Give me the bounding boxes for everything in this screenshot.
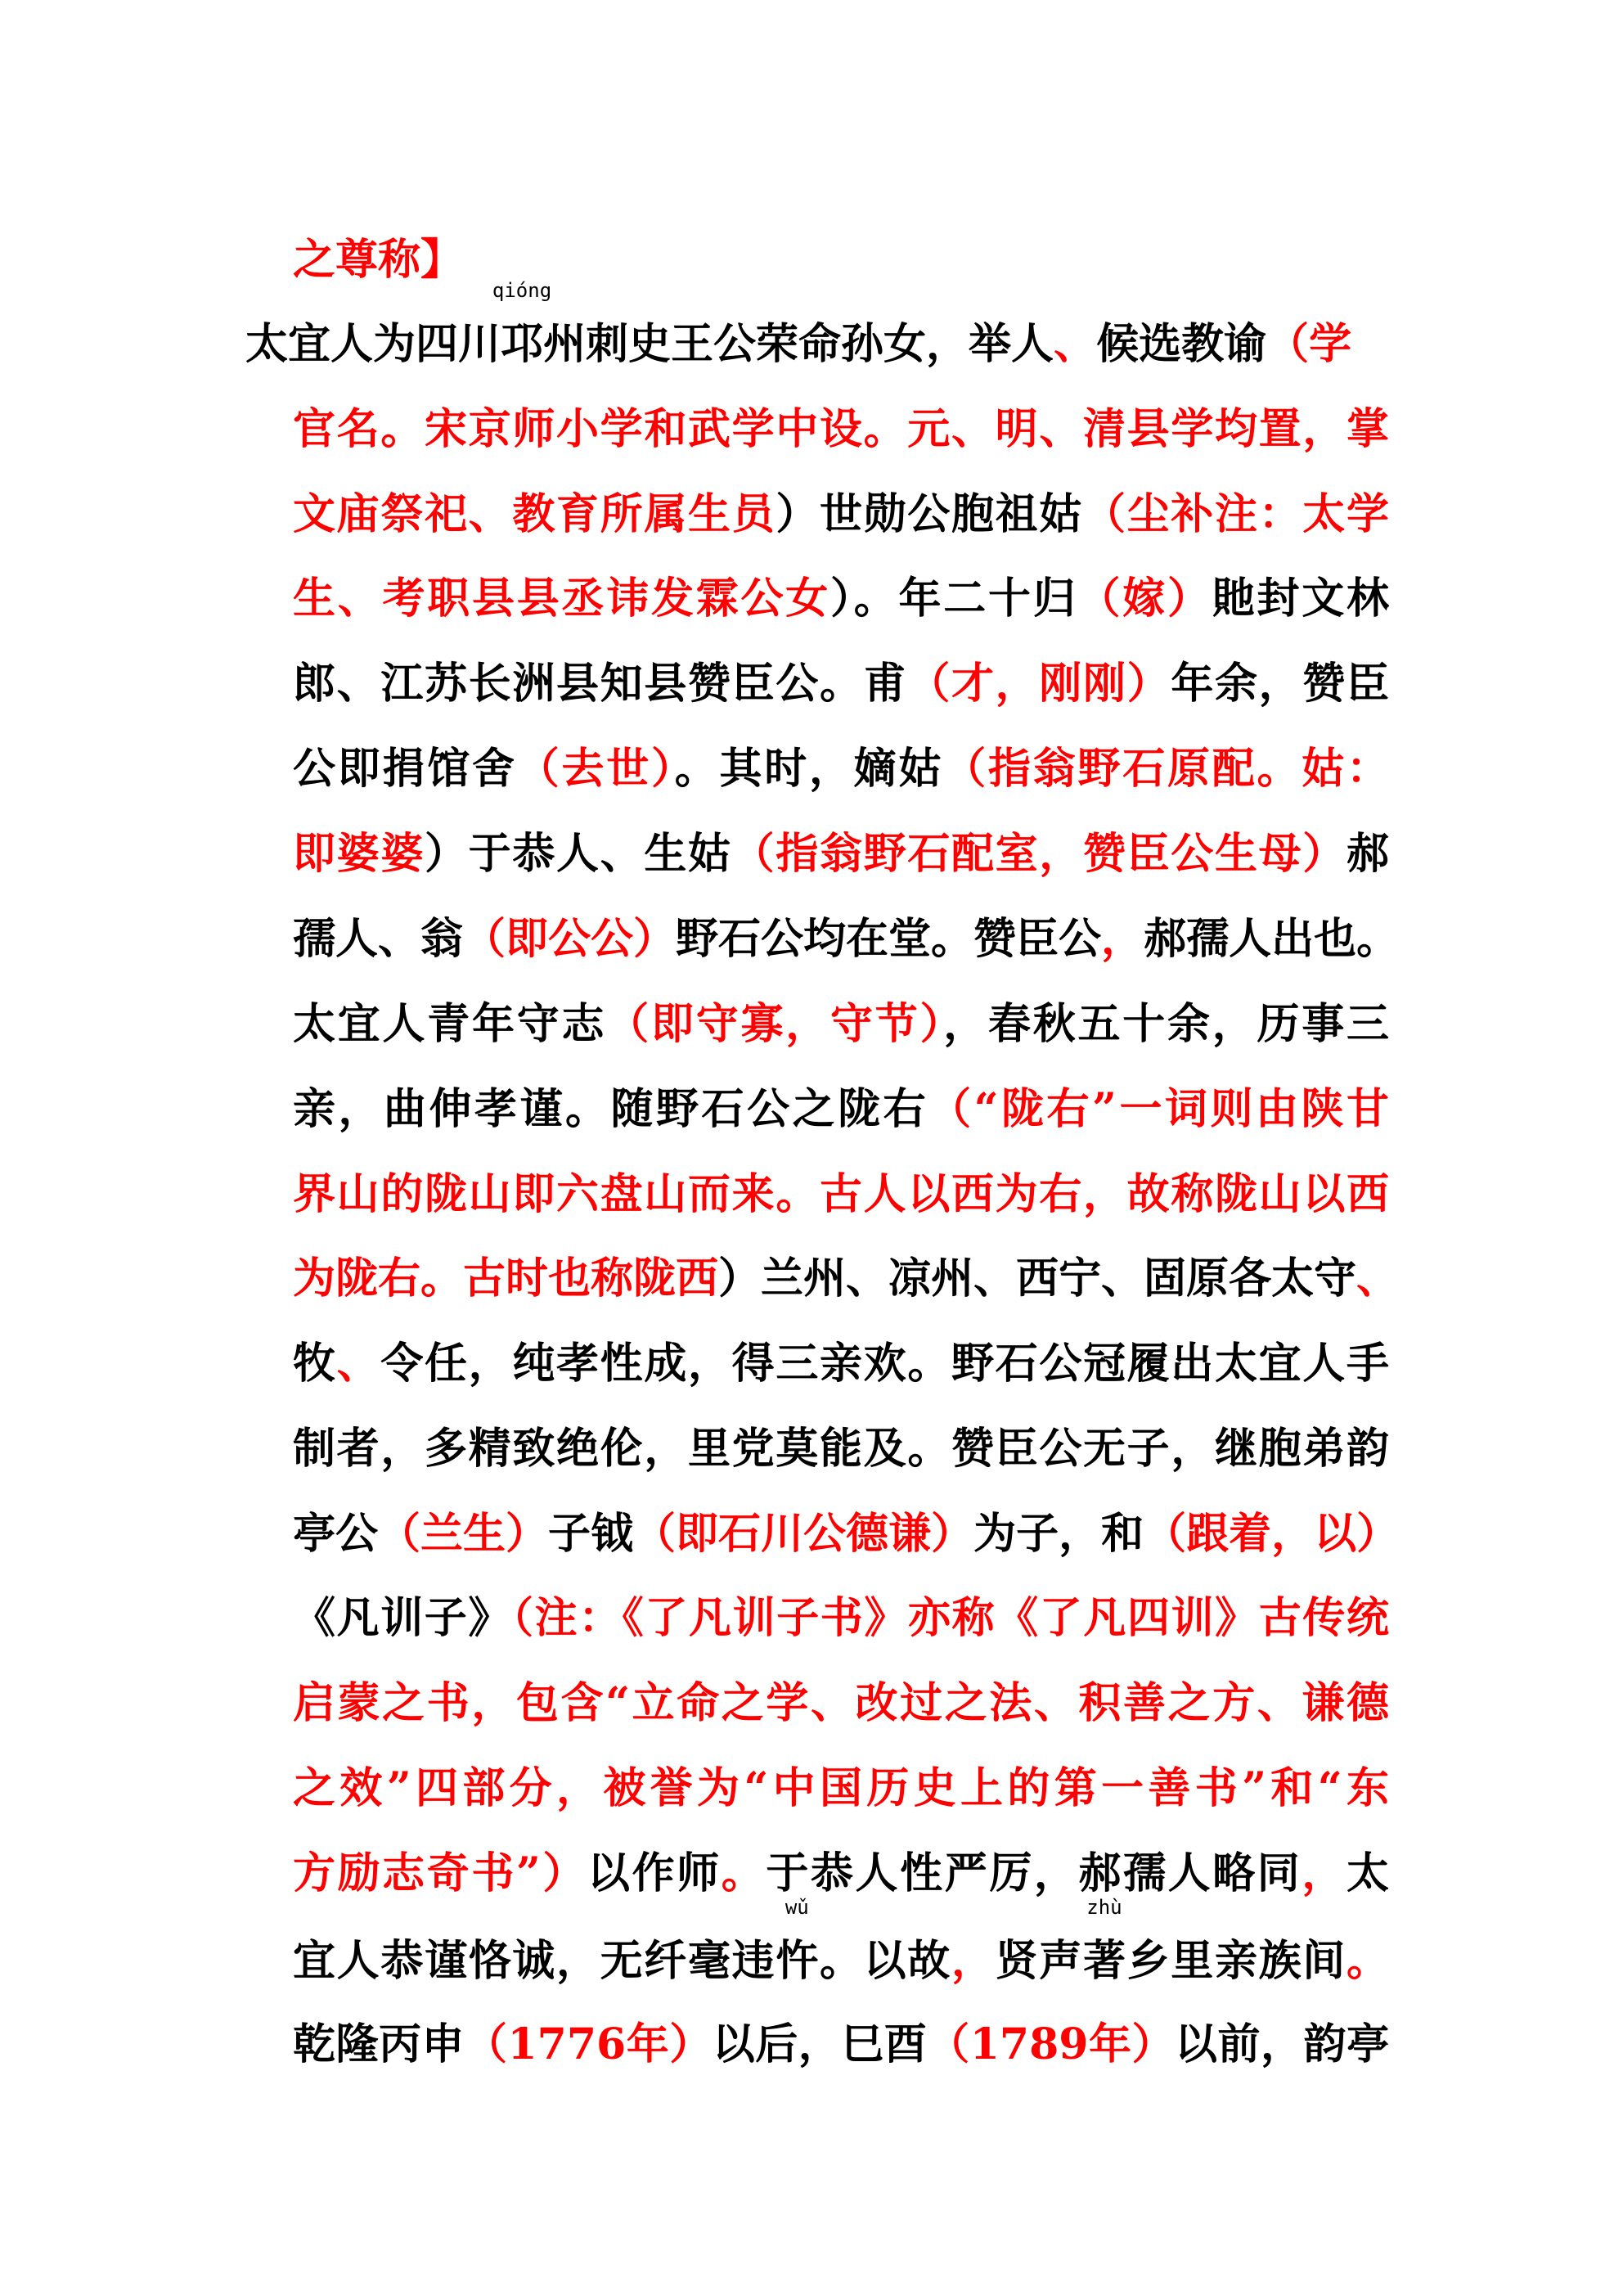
annotation-text: （“陇右”一词则由陕甘 [928, 1084, 1389, 1134]
text-line [293, 897, 1400, 982]
annotation-text: 文庙祭祀、教育所属生员 [293, 489, 776, 539]
body-text: ）于恭人、生姑 [425, 829, 732, 879]
annotation-text: 之效”四部分，被誉为“中国历史上的第一善书”和“东 [293, 1763, 1389, 1813]
body-text: 为子，和 [973, 1509, 1144, 1559]
body-text: 牧 [293, 1339, 337, 1389]
body-text: 亲，曲伸孝谨。随野石公之陇右 [293, 1084, 929, 1134]
text-line [293, 1407, 1389, 1492]
text-line [293, 1236, 1400, 1321]
annotation-text: （兰生） [378, 1509, 549, 1559]
body-text: ）。年二十归 [829, 574, 1078, 624]
annotation-text: （嫁） [1077, 574, 1212, 624]
text-line [293, 1321, 1389, 1407]
text-line [293, 642, 1389, 727]
text-line [293, 1152, 1389, 1237]
ruby-base: 邛 [501, 319, 544, 369]
annotation-text: ， [951, 1936, 996, 1986]
ruby-character [776, 1896, 819, 2004]
text-line [293, 472, 1389, 557]
body-text: 貤封文林 [1212, 574, 1389, 624]
ruby-character [492, 279, 552, 387]
annotation-text: 之尊称】 [293, 235, 464, 285]
body-text: 太宜人为四川 [245, 319, 501, 369]
annotation-text: （学 [1266, 319, 1352, 369]
body-text: 年余，赞臣 [1171, 659, 1389, 709]
annotation-text: （即公公） [463, 914, 677, 964]
annotation-text: 、 [1356, 1254, 1400, 1303]
annotation-text: 。 [1346, 1936, 1389, 1986]
annotation-text: 即婆婆 [293, 829, 425, 879]
annotation-text: 生、考职县县丞讳发霖公女 [293, 574, 830, 624]
pinyin-annotation: zhù [1086, 1896, 1122, 1919]
text-line [293, 1661, 1389, 1746]
annotation-text: （1776年） [465, 2019, 713, 2069]
annotation-text: （即石川公德谦） [633, 1509, 974, 1559]
pinyin-annotation: qióng [492, 279, 552, 302]
body-text: 。以故 [818, 1936, 951, 1986]
body-text: 子钺 [548, 1509, 634, 1559]
body-text: 以后，巳酉 [712, 2019, 928, 2069]
ruby-base: 忤 [776, 1936, 819, 1986]
body-text: ，春秋五十余，历事三 [943, 999, 1389, 1049]
ruby-base: 著 [1082, 1936, 1126, 1986]
body-text: 郝 [1346, 829, 1389, 879]
body-text: 公即捐馆舍 [293, 744, 517, 794]
text-line [293, 812, 1389, 897]
text-line [293, 1746, 1389, 1831]
body-text: 乾隆丙申 [293, 2019, 465, 2069]
text-line [293, 1492, 1400, 1577]
annotation-text: （指翁野石原配。姑： [943, 744, 1389, 794]
body-text: 太 [1346, 1848, 1389, 1898]
annotation-text: （去世） [516, 744, 675, 794]
body-text: 。其时，嫡姑 [674, 744, 944, 794]
text-line [293, 982, 1389, 1067]
annotation-text: （即守寡，守节） [606, 999, 944, 1049]
annotation-text: （1789年） [927, 2019, 1175, 2069]
body-text: 于恭人性严厉，郝孺人略同 [766, 1848, 1302, 1898]
text-line [293, 727, 1389, 812]
body-text: 令任，纯孝性成，得三亲欢。野石公冠履出太宜人手 [380, 1339, 1389, 1389]
body-text: ）世勋公胞祖姑 [776, 489, 1083, 539]
text-line [293, 218, 1389, 303]
annotation-text: 启蒙之书，包含“立命之学、改过之法、积善之方、谦德 [293, 1678, 1389, 1728]
body-text: 乡里亲族间 [1125, 1936, 1347, 1986]
body-text: ）兰州、凉州、西宁、固原各太守 [718, 1254, 1357, 1303]
body-text: 郝孺人出也。 [1144, 914, 1400, 964]
annotation-text: （跟着，以） [1144, 1509, 1400, 1559]
body-text: 贤声 [995, 1936, 1083, 1986]
annotation-text: ， [1302, 1848, 1347, 1898]
text-line [293, 2002, 1389, 2087]
annotation-text: （指翁野石配室，赞臣公生母） [731, 829, 1347, 879]
ruby-character [1082, 1896, 1126, 2004]
text-line [293, 1831, 1389, 1919]
annotation-text: ， [1101, 914, 1144, 964]
body-text: 制者，多精致绝伦，里党莫能及。赞臣公无子，继胞弟韵 [293, 1424, 1389, 1474]
text-line [293, 1896, 1389, 2004]
body-text: 亭公 [293, 1509, 379, 1559]
annotation-text: 方励志奇书”） [293, 1848, 587, 1898]
body-text: 以作师 [587, 1848, 722, 1898]
text-line [293, 1067, 1389, 1152]
body-text: 以前，韵亭 [1174, 2019, 1389, 2069]
body-text: 候选教谕 [1096, 319, 1267, 369]
text-line [293, 556, 1389, 642]
pinyin-annotation: wǔ [785, 1896, 809, 1919]
annotation-text: （才，刚刚） [907, 659, 1171, 709]
annotation-text: 界山的陇山即六盘山而来。古人以西为右，故称陇山以西 [293, 1169, 1389, 1219]
body-text: 《凡训子》 [293, 1593, 512, 1643]
body-text: 太宜人青年守志 [293, 999, 607, 1049]
body-text: 孺人、翁 [293, 914, 464, 964]
body-text: 州刺史王公荣命孙女，举人 [543, 319, 1054, 369]
body-text: 野石公均在堂。赞臣公 [676, 914, 1102, 964]
annotation-text: 。 [721, 1848, 767, 1898]
annotation-text: 、 [336, 1339, 381, 1389]
text-line [293, 387, 1389, 472]
text-line [293, 1576, 1389, 1661]
body-text: 郎、江苏长洲县知县赞臣公。甫 [293, 659, 908, 709]
annotation-text: 官名。宋京师小学和武学中设。元、明、清县学均置，掌 [293, 404, 1389, 454]
annotation-text: （尘补注：太学 [1082, 489, 1389, 539]
annotation-text: 为陇右。古时也称陇西 [293, 1254, 719, 1303]
annotation-text: （注：《了凡训子书》亦称《了凡四训》古传统 [512, 1593, 1389, 1643]
body-text: 宜人恭谨恪诚，无纤毫违 [293, 1936, 776, 1986]
text-line [245, 279, 1352, 387]
annotation-text: 、 [1054, 319, 1097, 369]
